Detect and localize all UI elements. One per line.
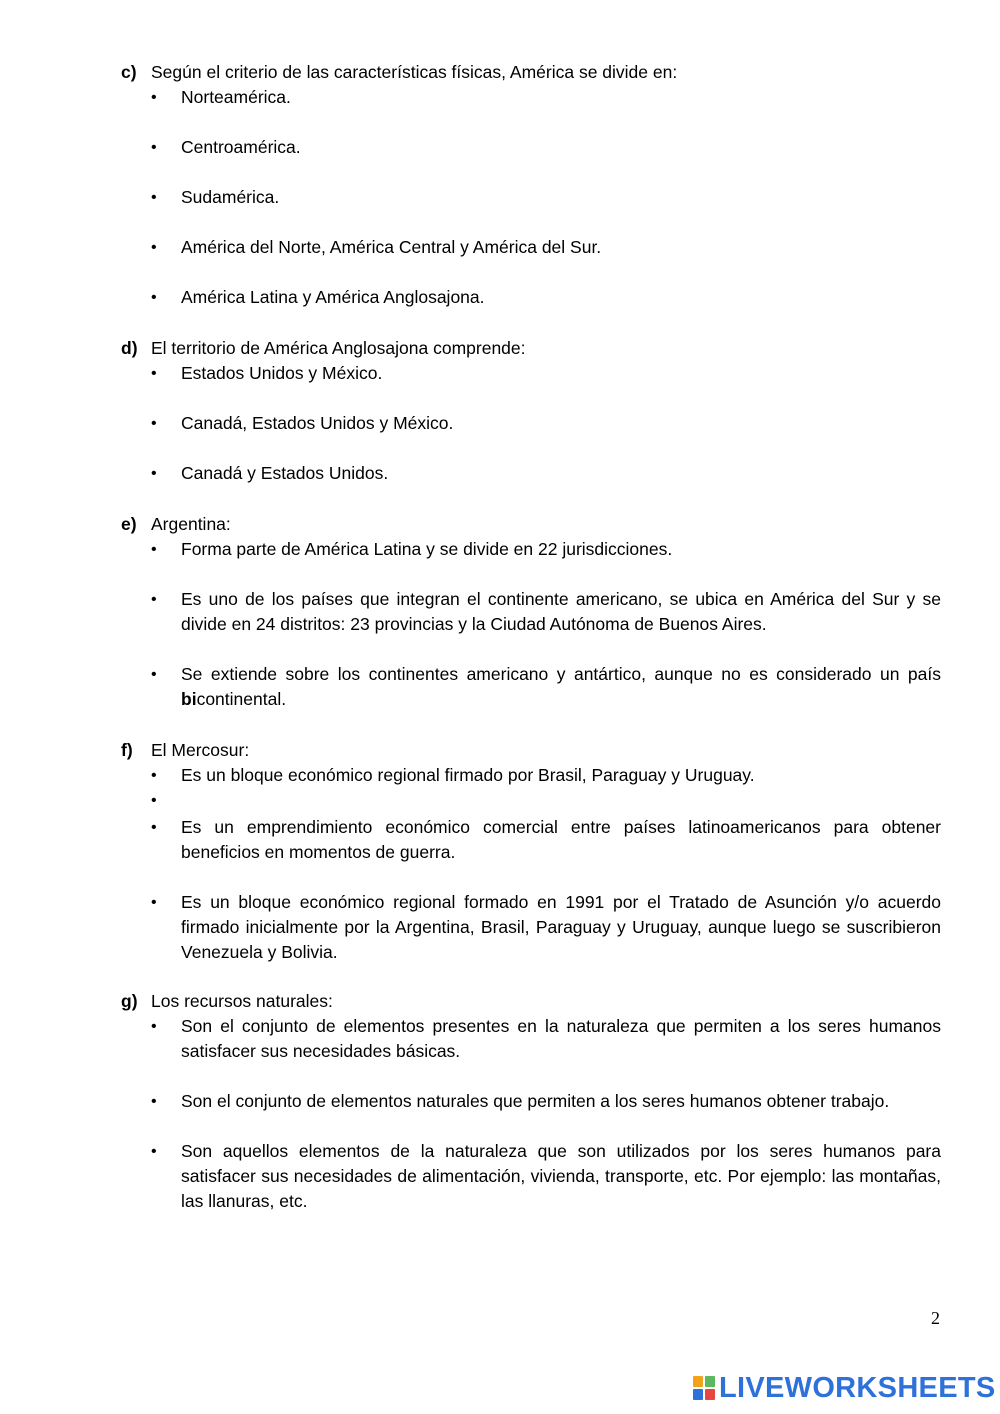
- logo-square-v: [693, 1389, 703, 1400]
- answer-option-empty[interactable]: [121, 788, 941, 813]
- answer-option[interactable]: [121, 85, 941, 110]
- bullet-icon: •: [151, 139, 157, 156]
- logo-square-l: [693, 1376, 703, 1387]
- question-header: [121, 336, 941, 361]
- option-text-bicontinental: Se extiende sobre los continentes americano y antártico, aunque no es considerado un país bicontinental.: [181, 664, 941, 709]
- option-text: [181, 788, 941, 813]
- question-prompt: Los recursos naturales:: [151, 991, 333, 1011]
- answer-option[interactable]: [121, 285, 941, 310]
- bullet-icon: •: [151, 189, 157, 206]
- option-text: Son el conjunto de elementos naturales que permiten a los seres humanos obtener trabajo.: [181, 1091, 890, 1111]
- bullet-icon: •: [151, 89, 157, 106]
- option-text: Norteamérica.: [181, 87, 291, 107]
- answer-option[interactable]: [121, 763, 941, 788]
- question-header: [121, 989, 941, 1014]
- question-e: [121, 512, 941, 712]
- question-prompt: Según el criterio de las características físicas, América se divide en:: [151, 62, 678, 82]
- question-letter: g): [121, 991, 138, 1011]
- answer-option[interactable]: [121, 135, 941, 160]
- bullet-icon: •: [151, 1143, 157, 1160]
- answer-option[interactable]: [121, 537, 941, 562]
- question-header: [121, 60, 941, 85]
- bullet-icon: •: [151, 894, 157, 911]
- bullet-icon: •: [151, 792, 157, 809]
- answer-option[interactable]: [121, 1089, 941, 1114]
- bullet-icon: •: [151, 1093, 157, 1110]
- answer-option[interactable]: [121, 235, 941, 260]
- bold-prefix: bi: [181, 689, 197, 709]
- logo-square-e: [705, 1389, 715, 1400]
- option-text: Es un emprendimiento económico comercial entre países latinoamericanos para obtener beneficios en momentos de guerra.: [181, 817, 941, 862]
- option-text: Sudamérica.: [181, 187, 280, 207]
- question-letter: e): [121, 514, 137, 534]
- question-prompt: El Mercosur:: [151, 740, 250, 760]
- answer-option[interactable]: [121, 411, 941, 436]
- option-text: Es un bloque económico regional formado en 1991 por el Tratado de Asunción y/o acuerdo firmado inicialmente por la Argentina, Brasil, Paraguay y Uruguay, aunque luego se suscribieron Venezuela y Bolivia.: [181, 892, 941, 962]
- answer-option[interactable]: [121, 587, 941, 637]
- bullet-icon: •: [151, 819, 157, 836]
- answer-option[interactable]: [121, 361, 941, 386]
- option-text: Son aquellos elementos de la naturaleza que son utilizados por los seres humanos para satisfacer sus necesidades de alimentación, vivienda, transporte, etc. Por ejemplo: las montañas, las llanuras, etc.: [181, 1141, 941, 1211]
- answer-option[interactable]: [121, 815, 941, 865]
- question-header: [121, 512, 941, 537]
- question-header: [121, 738, 941, 763]
- option-text: Es uno de los países que integran el continente americano, se ubica en América del Sur y se divide en 24 distritos: 23 provincias y la Ciudad Autónoma de Buenos Aires.: [181, 589, 941, 634]
- brand-logo-icon: [693, 1376, 715, 1400]
- option-text: Centroamérica.: [181, 137, 301, 157]
- option-text: Canadá y Estados Unidos.: [181, 463, 389, 483]
- question-letter: f): [121, 740, 133, 760]
- question-g: [121, 989, 941, 1214]
- bullet-icon: •: [151, 1018, 157, 1035]
- bullet-icon: •: [151, 767, 157, 784]
- option-text: Canadá, Estados Unidos y México.: [181, 413, 454, 433]
- answer-option[interactable]: [121, 890, 941, 965]
- page-number: 2: [931, 1308, 940, 1328]
- question-d: [121, 336, 941, 486]
- bullet-icon: •: [151, 465, 157, 482]
- answer-option[interactable]: [121, 1014, 941, 1064]
- option-text: América Latina y América Anglosajona.: [181, 287, 485, 307]
- question-f: [121, 738, 941, 965]
- bullet-icon: •: [151, 666, 157, 683]
- option-text: Forma parte de América Latina y se divide en 22 jurisdicciones.: [181, 539, 673, 559]
- liveworksheets-logo[interactable]: [693, 1372, 996, 1404]
- bullet-icon: •: [151, 415, 157, 432]
- option-text: América del Norte, América Central y América del Sur.: [181, 237, 602, 257]
- bullet-icon: •: [151, 289, 157, 306]
- option-text: Son el conjunto de elementos presentes en la naturaleza que permiten a los seres humanos satisfacer sus necesidades básicas.: [181, 1016, 941, 1061]
- option-text: Estados Unidos y México.: [181, 363, 383, 383]
- bullet-icon: •: [151, 541, 157, 558]
- bullet-icon: •: [151, 365, 157, 382]
- answer-option[interactable]: [121, 185, 941, 210]
- answer-option[interactable]: [121, 1139, 941, 1214]
- question-prompt: El territorio de América Anglosajona comprende:: [151, 338, 526, 358]
- bold-rest: continental.: [196, 689, 287, 709]
- answer-option[interactable]: [121, 662, 941, 712]
- bullet-icon: •: [151, 239, 157, 256]
- question-c: [121, 60, 941, 310]
- brand-name: LIVEWORKSHEETS: [719, 1371, 996, 1404]
- question-letter: c): [121, 62, 137, 82]
- question-prompt: Argentina:: [151, 514, 231, 534]
- bullet-icon: •: [151, 591, 157, 608]
- logo-square-i: [705, 1376, 715, 1387]
- option-text: Es un bloque económico regional firmado por Brasil, Paraguay y Uruguay.: [181, 765, 755, 785]
- question-letter: d): [121, 338, 138, 358]
- answer-option[interactable]: [121, 461, 941, 486]
